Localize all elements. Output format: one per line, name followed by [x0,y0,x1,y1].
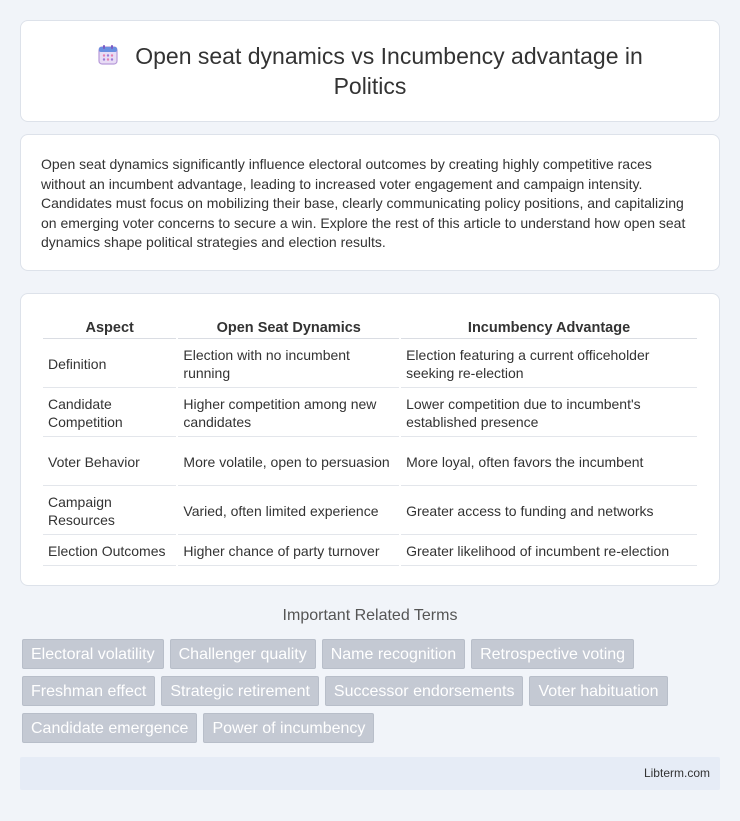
table-cell: Greater likelihood of incumbent re-election [401,537,697,566]
page-title: Open seat dynamics vs Incumbency advantage in Politics [135,43,643,99]
tag-candidate-emergence[interactable]: Candidate emergence [22,713,197,743]
header-incumbency: Incumbency Advantage [401,316,697,339]
tag-name-recognition[interactable]: Name recognition [322,639,465,669]
header-aspect: Aspect [43,316,176,339]
header-open-seat: Open Seat Dynamics [178,316,399,339]
calendar-icon [97,44,119,66]
table-cell: Higher competition among new candidates [178,390,399,437]
table-row [43,439,697,486]
related-terms-heading: Important Related Terms [282,607,458,624]
table-cell: Lower competition due to incumbent's established presence [401,390,697,437]
table-cell: Campaign Resources [43,488,176,535]
table-cell: Voter Behavior [43,439,176,486]
table-header-row [43,316,697,339]
table-row [43,537,697,566]
tag-power-of-incumbency[interactable]: Power of incumbency [203,713,374,743]
table-cell: Varied, often limited experience [178,488,399,535]
tag-retrospective-voting[interactable]: Retrospective voting [471,639,634,669]
table-cell: Greater access to funding and networks [401,488,697,535]
tag-successor-endorsements[interactable]: Successor endorsements [325,676,524,706]
tag-voter-habituation[interactable]: Voter habituation [529,676,667,706]
table-cell: Election Outcomes [43,537,176,566]
footer [20,757,720,790]
table-cell: Election featuring a current officeholder seeking re-election [401,341,697,388]
table-cell: Definition [43,341,176,388]
tag-electoral-volatility[interactable]: Electoral volatility [22,639,164,669]
intro-card [20,134,720,271]
table-cell: Election with no incumbent running [178,341,399,388]
table-cell: Higher chance of party turnover [178,537,399,566]
table-cell: Candidate Competition [43,390,176,437]
title-card [20,20,720,122]
tag-strategic-retirement[interactable]: Strategic retirement [161,676,319,706]
related-terms-list [22,639,722,743]
tag-challenger-quality[interactable]: Challenger quality [170,639,316,669]
table-row [43,390,697,437]
table-cell: More loyal, often favors the incumbent [401,439,697,486]
comparison-table [41,314,699,568]
tag-freshman-effect[interactable]: Freshman effect [22,676,155,706]
table-row [43,341,697,388]
table-cell: More volatile, open to persuasion [178,439,399,486]
comparison-card [20,293,720,586]
page-title-wrap [61,41,679,101]
intro-paragraph: Open seat dynamics significantly influence electoral outcomes by creating highly competitive races without an incumbent advantage, leading to increased voter engagement and campaign intensity. Candidates must focus on mobilizing their base, clearly communicating policy positions, and capitalizing on emerging voter concerns to secure a win. Explore the rest of this article to understand how open seat dynamics shape political strategies and election results. [41,156,686,251]
table-row [43,488,697,535]
footer-site-link[interactable]: Libterm.com [643,766,710,780]
